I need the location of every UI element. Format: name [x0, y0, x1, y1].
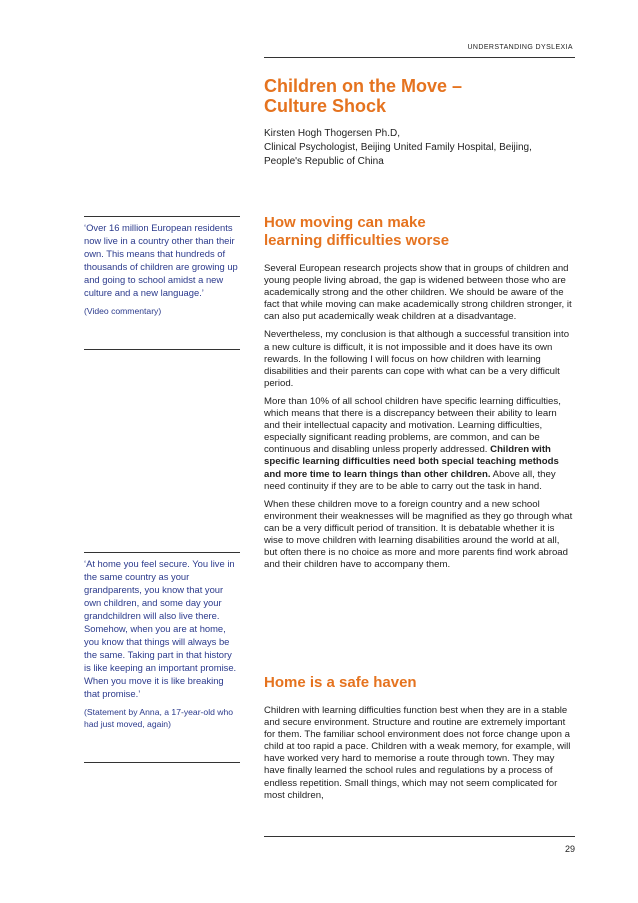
- paragraph: When these children move to a foreign country and a new school environment their weaknesses will be magnified as they go through what can be a very difficult period of transition. It is debatable whether it is wise to move children with learning disabilities around the world at all, but often there is no choice as more and more parents find work abroad and their children have to accompany them.: [264, 498, 573, 571]
- author-country: People's Republic of China: [264, 156, 384, 167]
- paragraph: [264, 396, 575, 493]
- section-1-body: [264, 263, 575, 577]
- section-heading-1-line-1: How moving can make: [264, 214, 426, 231]
- quote-2-top-rule: [84, 552, 240, 553]
- paragraph-text: Above all, they need continuity if they are to be able to carry out the task in hand.: [264, 468, 556, 492]
- title-line-1: Children on the Move –: [264, 76, 463, 96]
- footer-rule: [264, 836, 575, 837]
- paragraph: Several European research projects show that in groups of children and young people living abroad, the gap is widened between those who are academically strong and the other children. We should be aware of the fact that while moving can make academically strong children stronger, it can also put academically weak children at a disadvantage.: [264, 263, 572, 323]
- paragraph: Children with learning difficulties function best when they are in a stable and secure environment. Structure and routine are extremely important for them. The familiar school environment does not force change upon a child at too rapid a pace. Children with a weak memory, for example, will have worked very hard to memorise a route through town. They may have finally learned the school rules and regulations by a process of endless repetition. Small things, which may not seem complicated for most children,: [264, 705, 571, 801]
- pull-quote-2: [84, 557, 240, 730]
- quote-2-bottom-rule: [84, 762, 240, 763]
- pull-quote-1: [84, 221, 240, 317]
- header-rule: [264, 57, 575, 58]
- article-title: [264, 76, 564, 116]
- quote-source: (Video commentary): [84, 306, 162, 316]
- section-heading-1: [264, 214, 564, 250]
- title-line-2: Culture Shock: [264, 96, 387, 116]
- paragraph-text: More than 10% of all school children have specific learning difficulties, which means that there is a discrepancy between their ability to learn and their intellectual capacity and motivation. Learning difficulties, especially significant reading problems, are common, and can be continuous and disabling unless properly addressed.: [264, 395, 561, 456]
- section-heading-1-line-2: learning difficulties worse: [264, 232, 450, 249]
- paragraph: Nevertheless, my conclusion is that although a successful transition into a new culture is difficult, it is not impossible and it does have its own rewards. In the following I will focus on how children with learning disabilities and their parents can cope with what can be a very difficult period.: [264, 329, 570, 389]
- author-name: Kirsten Hogh Thogersen Ph.D,: [264, 128, 401, 139]
- section-2-body: [264, 705, 575, 808]
- quote-1-top-rule: [84, 216, 240, 217]
- author-affiliation: Clinical Psychologist, Beijing United Family Hospital, Beijing,: [264, 142, 532, 153]
- author-block: [264, 127, 564, 169]
- quote-text: ‘Over 16 million European residents now live in a country other than their own. This means that hundreds of thousands of children are growing up and going to school amidst a new culture and a new language.’: [84, 222, 238, 298]
- quote-1-bottom-rule: [84, 349, 240, 350]
- running-head: UNDERSTANDING DYSLEXIA: [467, 44, 573, 51]
- section-heading-2: Home is a safe haven: [264, 674, 417, 691]
- emphasis-text: Children with specific learning difficulties need both special teaching methods and more time to learn things than other children.: [264, 444, 559, 480]
- quote-source: (Statement by Anna, a 17-year-old who had just moved, again): [84, 707, 234, 729]
- page-number: 29: [564, 844, 575, 854]
- quote-text: ‘At home you feel secure. You live in the same country as your grandparents, you know that your own children, and some day your grandchildren will also live there. Somehow, when you are at home, you know that things will always be the same. Taking part in that history is like keeping an important promise. When you move it is like breaking that promise.’: [84, 558, 237, 699]
